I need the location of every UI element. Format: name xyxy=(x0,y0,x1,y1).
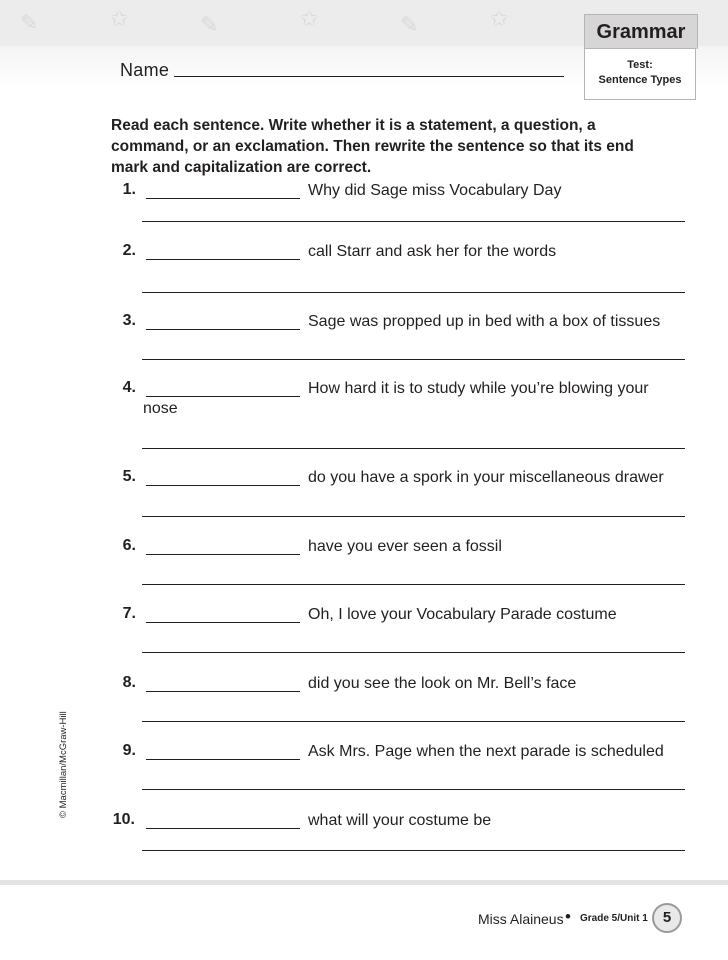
sentence-type-blank[interactable] xyxy=(146,329,300,330)
question-sentence: do you have a spork in your miscellaneous drawer xyxy=(308,469,664,486)
sentence-type-blank[interactable] xyxy=(146,622,300,623)
rewrite-line[interactable] xyxy=(142,789,685,790)
question-sentence: have you ever seen a fossil xyxy=(308,538,502,555)
sentence-type-blank[interactable] xyxy=(146,828,300,829)
question-sentence: Ask Mrs. Page when the next parade is scheduled xyxy=(308,743,664,760)
question-number: 6. xyxy=(122,537,136,554)
section-tab: Grammar xyxy=(584,14,698,49)
pencil-doodle-icon: ✎ xyxy=(400,12,419,37)
rewrite-line[interactable] xyxy=(142,292,685,293)
test-title-box xyxy=(584,48,696,100)
star-doodle-icon: ✩ xyxy=(490,6,509,31)
rewrite-line[interactable] xyxy=(142,652,685,653)
test-title-line1: Test: xyxy=(627,59,653,71)
sentence-type-blank[interactable] xyxy=(146,198,300,199)
sentence-type-blank[interactable] xyxy=(146,485,300,486)
sentence-type-blank[interactable] xyxy=(146,691,300,692)
question-sentence: How hard it is to study while you’re blowing your xyxy=(308,380,649,397)
rewrite-line[interactable] xyxy=(142,850,685,851)
question-number: 2. xyxy=(122,242,136,259)
question-number: 7. xyxy=(122,605,136,622)
star-doodle-icon: ✩ xyxy=(110,6,129,31)
footer-band xyxy=(0,880,728,885)
question-sentence: call Starr and ask her for the words xyxy=(308,243,557,260)
question-number: 1. xyxy=(122,181,136,198)
star-doodle-icon: ✩ xyxy=(300,6,319,31)
test-title-line2: Sentence Types xyxy=(598,74,682,86)
question-number: 10. xyxy=(112,811,135,828)
question-sentence-continuation: nose xyxy=(143,400,178,417)
question-sentence: Why did Sage miss Vocabulary Day xyxy=(308,182,562,199)
question-number: 5. xyxy=(122,468,136,485)
footer-grade: Grade 5/Unit 1 xyxy=(580,913,648,924)
question-number: 4. xyxy=(122,379,136,396)
question-number: 8. xyxy=(122,674,136,691)
rewrite-line[interactable] xyxy=(142,721,685,722)
rewrite-line[interactable] xyxy=(142,584,685,585)
rewrite-line[interactable] xyxy=(142,448,685,449)
question-number: 3. xyxy=(122,312,136,329)
sentence-type-blank[interactable] xyxy=(146,259,300,260)
question-sentence: what will your costume be xyxy=(308,812,492,829)
rewrite-line[interactable] xyxy=(142,221,685,222)
page-number: 5 xyxy=(652,903,682,933)
instructions: Read each sentence. Write whether it is a statement, a question, a command, or an exclamation. Then rewrite the sentence so that its end mark and capitalization are correct. xyxy=(111,117,634,176)
copyright-notice: © Macmillan/McGraw-Hill xyxy=(58,711,69,818)
sentence-type-blank[interactable] xyxy=(146,759,300,760)
sentence-type-blank[interactable] xyxy=(146,396,300,397)
pencil-doodle-icon: ✎ xyxy=(200,12,219,37)
footer-bullet: • xyxy=(565,907,571,926)
pencil-doodle-icon: ✎ xyxy=(20,10,39,35)
question-number: 9. xyxy=(122,742,136,759)
rewrite-line[interactable] xyxy=(142,516,685,517)
sentence-type-blank[interactable] xyxy=(146,554,300,555)
question-sentence: Sage was propped up in bed with a box of tissues xyxy=(308,313,661,330)
rewrite-line[interactable] xyxy=(142,359,685,360)
name-label: Name xyxy=(120,60,170,80)
question-sentence: Oh, I love your Vocabulary Parade costume xyxy=(308,606,617,623)
name-field[interactable] xyxy=(174,76,564,77)
question-sentence: did you see the look on Mr. Bell’s face xyxy=(308,675,577,692)
footer-book-title: Miss Alaineus xyxy=(478,911,564,927)
